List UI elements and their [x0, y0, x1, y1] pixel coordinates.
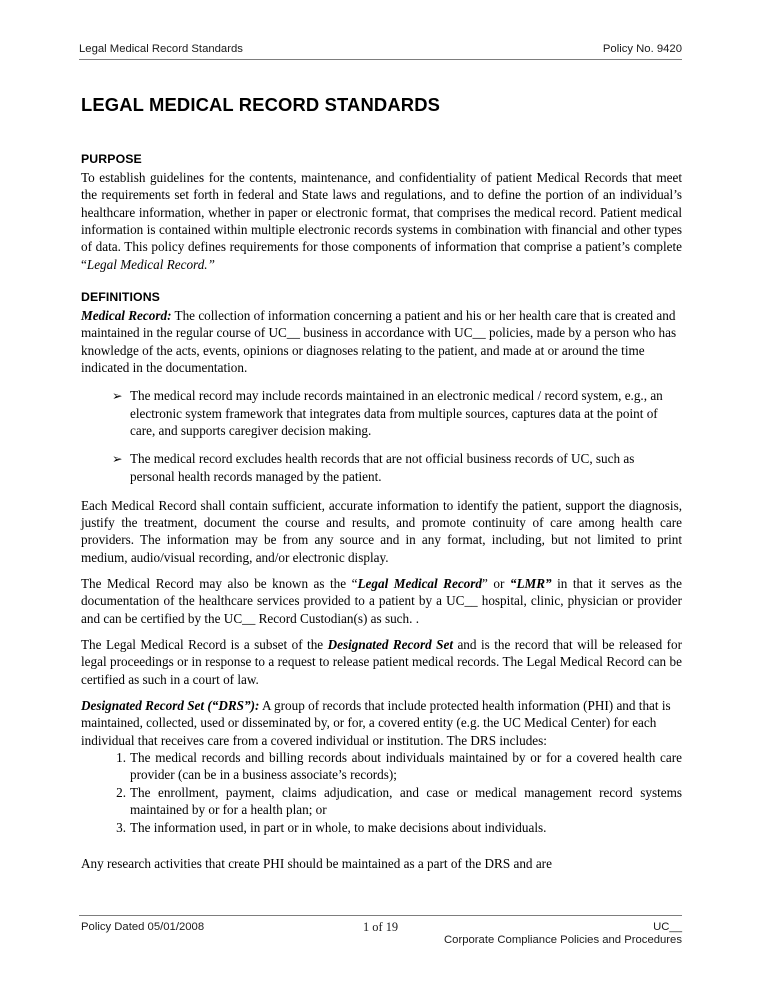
footer-policy-date: Policy Dated 05/01/2008: [81, 921, 205, 933]
subset-text-after: and is the record that will be released for legal proceedings or in response to a request to release patient medical records. The Legal Medical Record can be certified as such in a court of law.: [81, 637, 683, 687]
list-item: [81, 784, 682, 819]
list-item: [81, 819, 682, 836]
section-heading-purpose: PURPOSE: [81, 152, 142, 166]
footer-organization: UC__: [653, 921, 682, 933]
list-item: [81, 749, 682, 784]
purpose-paragraph: [81, 169, 682, 273]
purpose-text: To establish guidelines for the contents, maintenance, and confidentiality of patient Medical Records that meet the requirements set forth in federal and State laws and regulations, and to define the portion of an individual’s healthcare information, whether in paper or electronic format, that comprises the medical record. Patient medical information is contained within multiple electronic records systems in combination with financial and other types of data. This policy defines requirements for those components of information that comprise a patient’s complete “: [81, 170, 682, 272]
definition-designated-record-set: [81, 697, 682, 749]
paragraph-legal-record-subset: [81, 636, 682, 688]
list-item-number: 1.: [116, 750, 126, 766]
paragraph-research-activities: Any research activities that create PHI should be maintained as a part of the DRS and are: [81, 855, 552, 871]
also-known-emphasis-lmr-full: Legal Medical Record: [357, 576, 483, 592]
definition-body-drs: A group of records that include protected health information (PHI) and that is maintained, collected, used or disseminated by, or for, a covered entity (e.g. the UC Medical Center) for each individual that receives care from a covered individual or institution. The DRS includes:: [81, 698, 671, 748]
footer-subline: Corporate Compliance Policies and Procedures: [444, 934, 682, 946]
also-known-text-before: The Medical Record may also be known as the “: [81, 576, 358, 592]
page-footer: [79, 915, 682, 946]
list-item-number: 2.: [116, 784, 126, 800]
header-document-title: Legal Medical Record Standards: [79, 43, 243, 55]
section-heading-definitions: DEFINITIONS: [81, 290, 160, 305]
footer-page-number: 1 of 19: [363, 920, 399, 934]
paragraph-also-known-as: [81, 575, 682, 627]
list-item-number: 3.: [116, 819, 126, 835]
running-header: [79, 42, 682, 60]
subset-text-before: The Legal Medical Record is a subset of the: [81, 637, 328, 653]
list-item: [81, 450, 682, 485]
also-known-text-after: in that it serves as the documentation of the healthcare services provided to a patient by a UC__ hospital, clinic, physician or provider and can be certified by the UC__ Record Custodian(s) as such. .: [81, 576, 682, 626]
list-item-text: The information used, in part or in whole, to make decisions about individuals.: [130, 819, 547, 835]
list-item-text: The medical record excludes health records that are not official business records of UC, such as personal health records managed by the patient.: [130, 451, 635, 484]
list-item-text: The medical record may include records maintained in an electronic medical / record system, e.g., an electronic system framework that integrates data from multiple sources, captures data at the point of care, and supports caregiver decision making.: [130, 388, 663, 439]
purpose-text-italic: Legal Medical Record.”: [86, 256, 215, 272]
definition-term-medical-record: Medical Record:: [81, 308, 172, 324]
definition-body-medical-record: The collection of information concerning a patient and his or her health care that is created and maintained in the regular course of UC__ business in accordance with UC__ policies, made by a person who has knowledge of the acts, events, opinions or diagnoses relating to the patient, and made at or around the time indicated in the documentation.: [81, 308, 677, 376]
page-title: LEGAL MEDICAL RECORD STANDARDS: [81, 94, 441, 115]
definition-medical-record: [81, 307, 682, 376]
list-item-text: The medical records and billing records about individuals maintained by or for a covered health care provider (can be in a business associate’s records);: [130, 750, 682, 783]
document-body: [81, 152, 682, 872]
list-item: [81, 387, 682, 439]
arrow-bullet-icon: ➢: [112, 387, 123, 403]
arrow-bullet-icon: ➢: [112, 450, 123, 466]
list-item-text: The enrollment, payment, claims adjudication, and case or medical management record systems maintained by or for a health plan; or: [130, 784, 682, 818]
subset-emphasis-drs: Designated Record Set: [327, 637, 453, 653]
also-known-text-mid: ” or: [482, 576, 510, 592]
definition-bullet-list: [81, 387, 682, 485]
also-known-emphasis-lmr-abbr: “LMR”: [509, 576, 552, 592]
definition-term-drs: Designated Record Set (“DRS”):: [81, 698, 260, 714]
header-policy-number: Policy No. 9420: [602, 43, 682, 55]
drs-numbered-list: [81, 749, 682, 836]
paragraph-each-medical-record: Each Medical Record shall contain sufficient, accurate information to identify the patient, support the diagnosis, justify the treatment, document the course and results, and promote continuity of care among health care providers. The information may be from any source and in any format, including, but not limited to print medium, audio/visual recording, and/or electronic display.: [81, 497, 682, 565]
